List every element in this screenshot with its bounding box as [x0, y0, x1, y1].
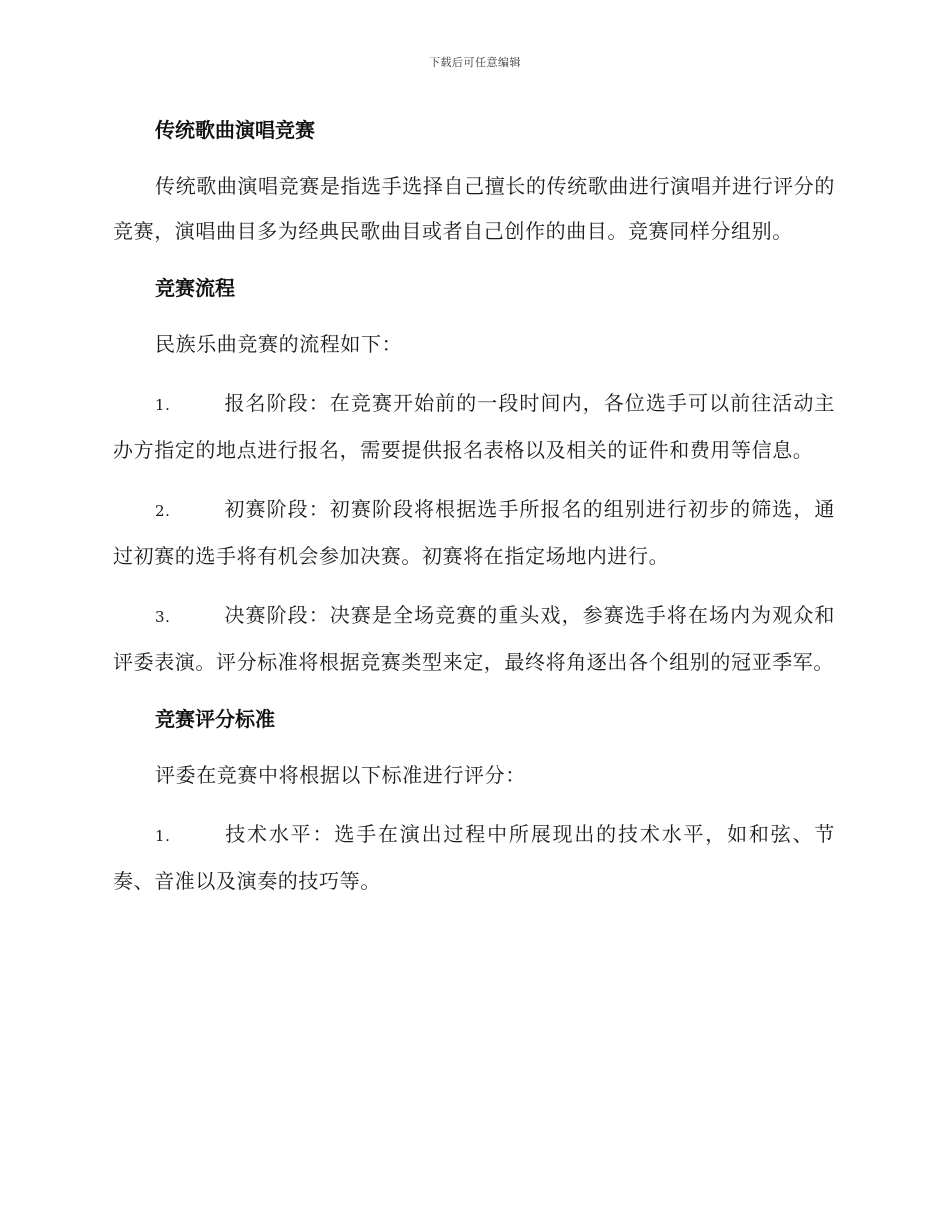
list-item-text: 决赛阶段：决赛是全场竞赛的重头戏，参赛选手将在场内为观众和评委表演。评分标准将根据竞赛类型来定，最终将角逐出各个组别的冠亚季军。: [113, 603, 835, 674]
list-item-number: 3.: [155, 608, 171, 626]
list-item: [113, 487, 835, 579]
list-item-text: 技术水平：选手在演出过程中所展现出的技术水平，如和弦、节奏、音准以及演奏的技巧等。: [113, 822, 835, 893]
section-heading-competition-process: 竞赛流程: [155, 276, 235, 300]
document-body: [113, 110, 835, 904]
section-heading-traditional-song: 传统歌曲演唱竞赛: [155, 118, 315, 142]
list-item: [113, 593, 835, 685]
list-item-text: 初赛阶段：初赛阶段将根据选手所报名的组别进行初步的筛选，通过初赛的选手将有机会参加决赛。初赛将在指定场地内进行。: [113, 497, 835, 568]
section-heading-scoring-criteria: 竞赛评分标准: [155, 707, 275, 731]
section-paragraph-traditional-song: 传统歌曲演唱竞赛是指选手选择自己擅长的传统歌曲进行演唱并进行评分的竞赛，演唱曲目多为经典民歌曲目或者自己创作的曲目。竞赛同样分组别。: [113, 174, 835, 243]
list-item-number: 1.: [155, 396, 171, 414]
list-item-number: 1.: [155, 827, 171, 845]
list-item-number: 2.: [155, 502, 171, 520]
list-item: [113, 381, 835, 473]
list-item: [113, 812, 835, 904]
section-intro-scoring-criteria: 评委在竞赛中将根据以下标准进行评分：: [155, 763, 526, 787]
list-item-text: 报名阶段：在竞赛开始前的一段时间内，各位选手可以前往活动主办方指定的地点进行报名，需要提供报名表格以及相关的证件和费用等信息。: [113, 391, 835, 462]
page-header-note: 下载后可任意编辑: [429, 56, 521, 69]
section-intro-competition-process: 民族乐曲竞赛的流程如下：: [155, 332, 403, 356]
